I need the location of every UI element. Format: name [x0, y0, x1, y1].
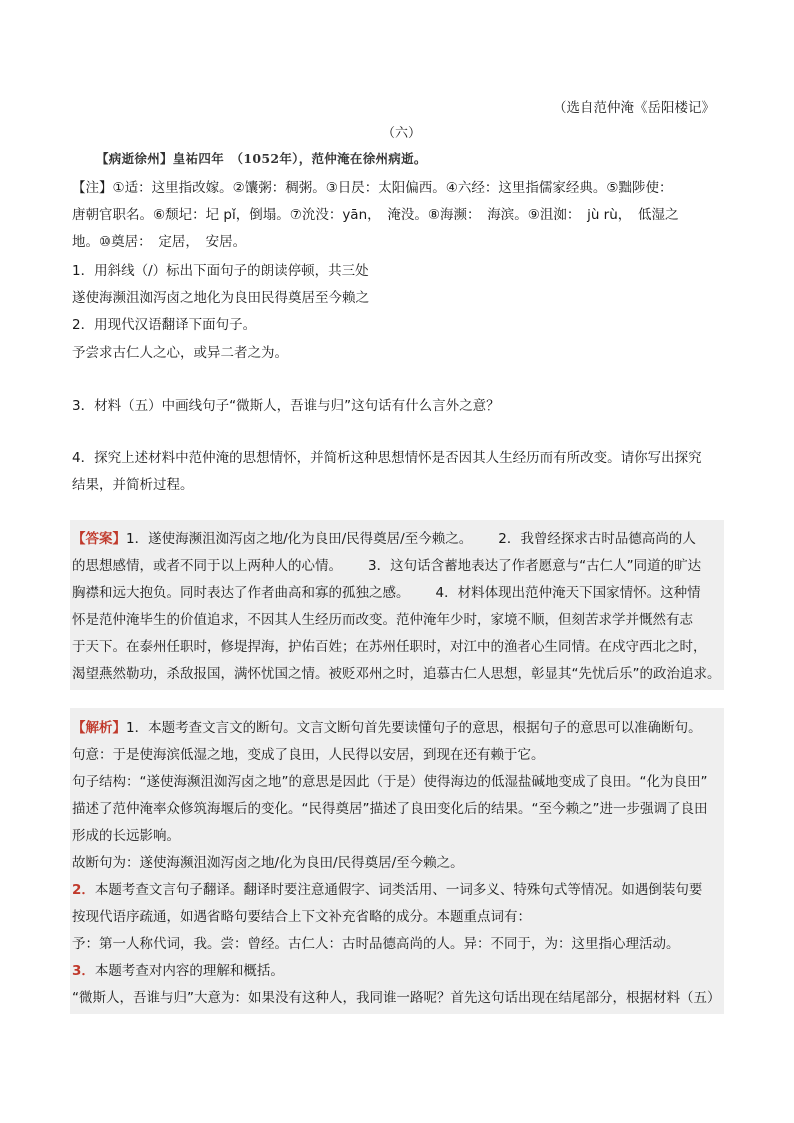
answer-2-end: 的思想感情，或者不同于以上两种人的心情。 — [72, 558, 342, 574]
analysis-line-1 — [72, 716, 702, 736]
question-4-line-1: 4．探究上述材料中范仲淹的思想情怀，并简析这种思想情怀是否因其人生经历而有所改变。请你写出探究 — [72, 450, 702, 466]
analysis-text-7: 本题考查文言句子翻译。翻译时要注意通假字、词类活用、一词多义、特殊句式等情况。如遇倒装句要 — [94, 882, 703, 898]
analysis-line-5: 形成的长远影响。 — [72, 828, 180, 844]
analysis-text-1: 1．本题考查文言文的断句。文言文断句首先要读懂句子的意思，根据句子的意思可以准确断句。 — [126, 720, 702, 736]
answer-2-start: 2．我曾经探求古时品德高尚的人 — [498, 531, 696, 547]
notes-line-1: 【注】①适：这里指改嫁。②馕粥：稠粥。③日昃：太阳偏西。④六经：这里指儒家经典。⑤黜陟使： — [72, 180, 673, 196]
question-4-line-2: 结果，并简析过程。 — [72, 477, 194, 493]
notes-line-3: 地。⑩奠居： 定居， 安居。 — [72, 234, 247, 250]
background-note: 【病逝徐州】皇祐四年 （1052年），范仲淹在徐州病逝。 — [96, 151, 427, 166]
answer-line-1 — [72, 527, 696, 547]
analysis-line-7 — [72, 878, 702, 898]
analysis-line-11: “微斯人，吾谁与归”大意为：如果没有这种人，我同谁一路呢？首先这句话出现在结尾部分，根据材料（五） — [72, 990, 721, 1006]
analysis-line-8: 按现代语序疏通，如遇省略句要结合上下文补充省略的成分。本题重点词有： — [72, 909, 531, 925]
answer-line-5: 于天下。在泰州任职时，修堤捍海，护佑百姓；在苏州任职时，对江中的渔者心生同情。在戍守西北之时， — [72, 639, 707, 655]
answer-line-6: 渴望燕然勒功，杀敌报国，满怀忧国之情。被贬邓州之时，追慕古仁人思想，彰显其“先忧后乐”的政治追求。 — [72, 666, 721, 682]
answer-tag: 【答案】 — [72, 531, 126, 547]
analysis-tag: 【解析】 — [72, 720, 126, 736]
answer-line-2 — [72, 554, 701, 574]
answer-3-end: 胸襟和远大抱负。同时表达了作者曲高和寡的孤独之感。 — [72, 585, 410, 601]
answer-line-4: 怀是范仲淹毕生的价值追求，不因其人生经历而改变。范仲淹年少时，家境不顺，但刻苦求学并慨然有志 — [72, 612, 693, 628]
answer-1: 1．遂使海濒沮洳泻卤之地/化为良田/民得奠居/至今赖之。 — [126, 531, 473, 547]
question-2-text: 予尝求古仁人之心，或异二者之为。 — [72, 345, 288, 361]
notes-line-2: 唐朝官职名。⑥颓圮：圮 pǐ，倒塌。⑦沇没：yān， 淹没。⑧海濒： 海滨。⑨沮洳： jù rù， 低湿之 — [72, 207, 679, 223]
analysis-num-2: 2． — [72, 882, 95, 898]
question-1: 1．用斜线（/）标出下面句子的朗读停顿，共三处 — [72, 263, 369, 279]
answer-3-start: 3．这句话含蓄地表达了作者愿意与“古仁人”同道的旷达 — [368, 558, 702, 574]
analysis-line-9: 予：第一人称代词，我。尝：曾经。古仁人：古时品德高尚的人。异：不同于，为：这里指心理活动。 — [72, 936, 680, 952]
question-3: 3．材料（五）中画线句子“微斯人，吾谁与归”这句话有什么言外之意？ — [72, 398, 500, 414]
analysis-line-2: 句意：于是使海滨低湿之地，变成了良田，人民得以安居，到现在还有赖于它。 — [72, 747, 545, 763]
source-citation: （选自范仲淹《岳阳楼记》 — [553, 100, 715, 116]
analysis-line-10 — [72, 959, 284, 979]
question-1-text: 遂使海濒沮洳泻卤之地化为良田民得奠居至今赖之 — [72, 290, 369, 306]
analysis-num-3: 3． — [72, 963, 95, 979]
answer-line-3 — [72, 581, 701, 601]
analysis-text-10: 本题考查对内容的理解和概括。 — [94, 963, 284, 979]
analysis-line-4: 描述了范仲淹率众修筑海堰后的变化。“民得奠居”描述了良田变化后的结果。“至今赖之”进一步强调了良田 — [72, 801, 708, 817]
analysis-line-6: 故断句为：遂使海濒沮洳泻卤之地/化为良田/民得奠居/至今赖之。 — [72, 855, 464, 871]
answer-4-start: 4．材料体现出范仲淹天下国家情怀。这种情 — [435, 585, 701, 601]
question-2: 2．用现代汉语翻译下面句子。 — [72, 317, 257, 333]
analysis-line-3: 句子结构：“遂使海濒沮洳泻卤之地”的意思是因此（于是）使得海边的低湿盐碱地变成了良田。“化为良田” — [72, 774, 708, 790]
section-label: （六） — [382, 126, 422, 141]
